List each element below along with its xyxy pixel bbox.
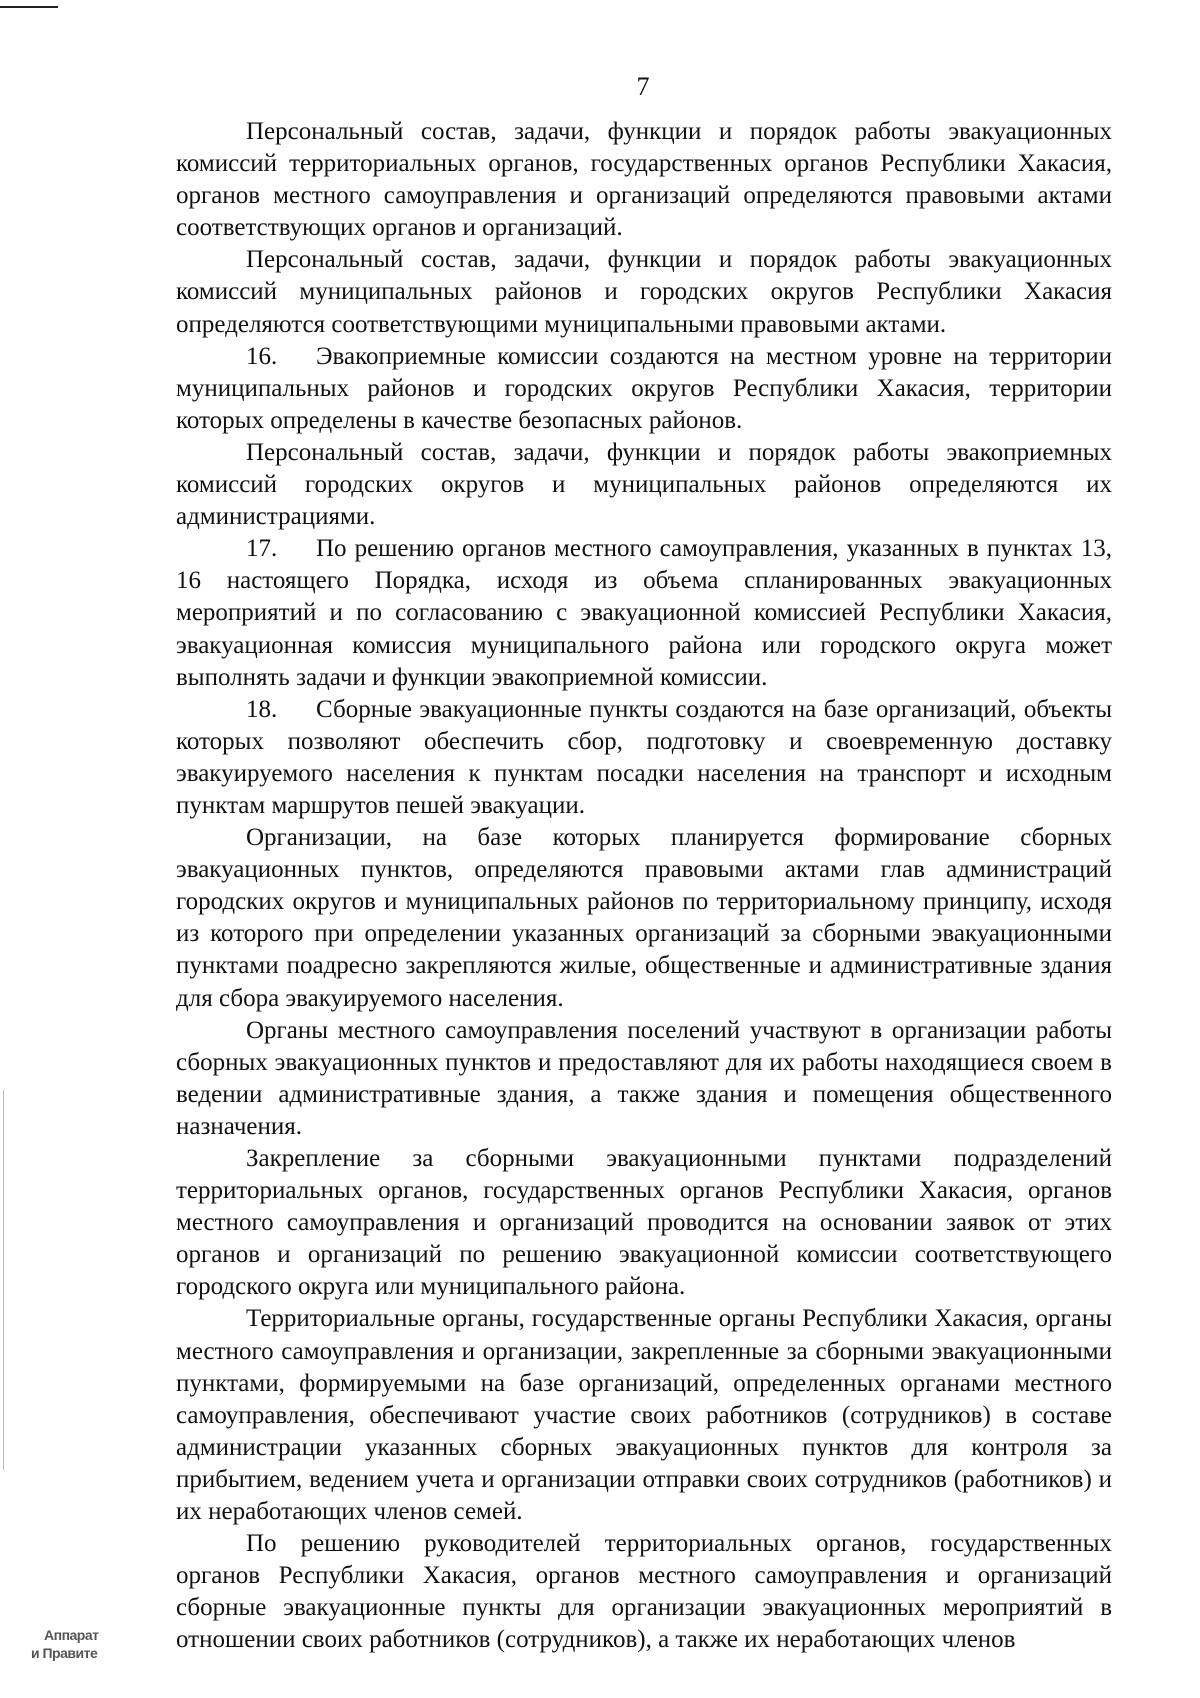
paragraph-text: Персональный состав, задачи, функции и порядок работы эвакуационных комиссий муниципальных районов и городских округов Республики Хакасия определяются соответствующими муниципальными правовыми актами. [176, 246, 1112, 338]
paragraph-text: Территориальные органы, государственные органы Республики Хакасия, органы местного самоуправления и организации, закрепленные за сборными эвакуационными пунктами, формируемыми на базе организаций, определенных органами местного самоуправления, обеспечивают участие своих работников (сотрудников) в составе администрации указанных сборных эвакуационных пунктов для контроля за прибытием, ведением учета и организации отправки своих сотрудников (работников) и их неработающих членов семей. [176, 1305, 1112, 1526]
stamp-line: и Правите [31, 1645, 98, 1661]
paragraph-text: По решению руководителей территориальных органов, государственных органов Республики Хакасия, органов местного самоуправления и организаций сборные эвакуационные пункты для организации эвакуационных мероприятий в отношении своих работников (сотрудников), а также их неработающих членов [176, 1530, 1112, 1654]
paragraph-text: По решению органов местного самоуправления, указанных в пунктах 13, 16 настоящего Порядка, исходя из объема спланированных эвакуационных мероприятий и по согласованию с эвакуационной комиссией Республики Хакасия, эвакуационная комиссия муниципального района или городского округа может выполнять задачи и функции эвакоприемной комиссии. [176, 535, 1112, 691]
paragraph-text: Органы местного самоуправления поселений участвуют в организации работы сборных эвакуационных пунктов и предоставляют для их работы находящиеся своем в ведении административные здания, а также здания и помещения общественного назначения. [176, 1016, 1112, 1140]
document-body [176, 116, 1112, 1657]
paragraph-text: Сборные эвакуационные пункты создаются на базе организаций, объекты которых позволяют обеспечить сбор, подготовку и своевременную доставку эвакуируемого населения к пунктам посадки населения на транспорт и исходным пунктам маршрутов пешей эвакуации. [176, 695, 1112, 819]
paragraph [176, 1528, 1112, 1656]
office-stamp [31, 1626, 99, 1662]
paragraph-item-18 [176, 694, 1112, 822]
paragraph-text: Персональный состав, задачи, функции и порядок работы эвакуационных комиссий территориальных органов, государственных органов Республики Хакасия, органов местного самоуправления и организаций определяются правовыми актами соответствующих органов и организаций. [176, 118, 1112, 242]
paragraph-text: Организации, на базе которых планируется формирование сборных эвакуационных пунктов, определяются правовыми актами глав администраций городских округов и муниципальных районов по территориальному принципу, исходя из которого при определении указанных организаций за сборными эвакуационными пунктами поадресно закрепляются жилые, общественные и административные здания для сбора эвакуируемого населения. [176, 824, 1112, 1012]
paragraph-text: Закрепление за сборными эвакуационными пунктами подразделений территориальных органов, государственных органов Республики Хакасия, органов местного самоуправления и организаций проводится на основании заявок от этих органов и организаций по решению эвакуационной комиссии соответствующего городского округа или муниципального района. [176, 1145, 1112, 1301]
paragraph [176, 1015, 1112, 1143]
paragraph [176, 244, 1112, 340]
paragraph-text: Персональный состав, задачи, функции и порядок работы эвакоприемных комиссий городских округов и муниципальных районов определяются их администрациями. [176, 438, 1112, 531]
paragraph-text: Эвакоприемные комиссии создаются на местном уровне на территории муниципальных районов и городских округов Республики Хакасия, территории которых определены в качестве безопасных районов. [176, 342, 1112, 434]
paragraph [176, 822, 1112, 1015]
stamp-line: Аппарат [44, 1627, 99, 1643]
item-number: 16. [246, 342, 278, 370]
page-number: 7 [636, 72, 650, 101]
item-number: 18. [246, 695, 278, 723]
paragraph [176, 437, 1112, 533]
paragraph [176, 1143, 1112, 1303]
paragraph [176, 1303, 1112, 1528]
scan-corner-mark [0, 6, 58, 8]
paragraph-item-17 [176, 533, 1112, 693]
item-number: 17. [246, 535, 278, 563]
paragraph-item-16 [176, 341, 1112, 437]
scan-edge-line [3, 1090, 4, 1470]
paragraph [176, 116, 1112, 244]
